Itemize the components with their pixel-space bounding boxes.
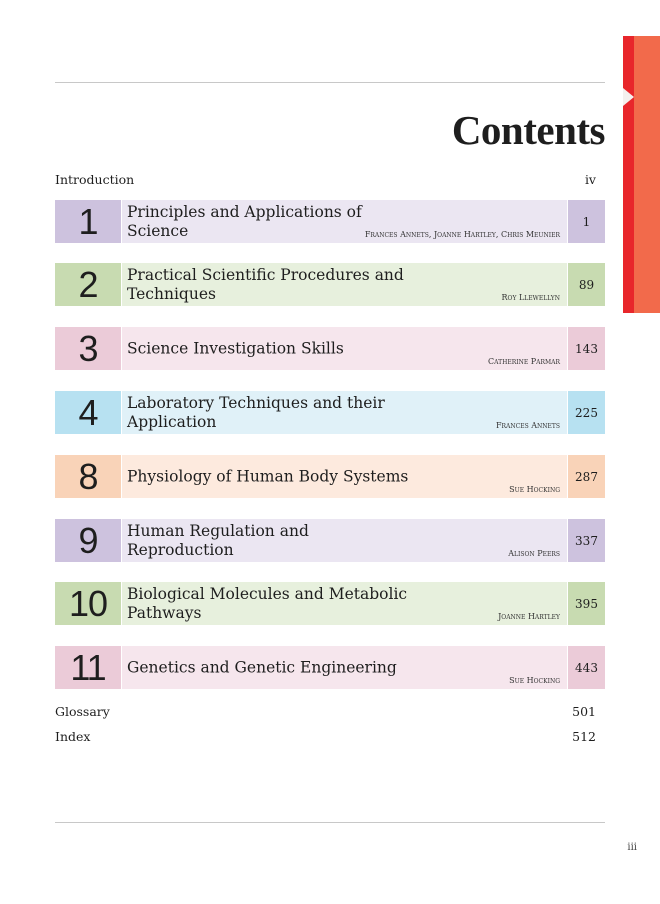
chapter-body [122,263,567,306]
edge-tab-stripe [623,36,634,313]
chapter-row[interactable] [55,455,605,498]
page-folio: iii [627,842,637,853]
chapter-row[interactable] [55,263,605,306]
chapter-row[interactable] [55,327,605,370]
chapter-page: 443 [568,646,605,689]
chapter-page: 395 [568,582,605,625]
chapter-title: Genetics and Genetic Engineering [127,658,397,676]
toc-entry-label: Introduction [55,172,135,187]
chapter-page: 287 [568,455,605,498]
toc-entry-page: iv [584,172,596,187]
chapter-title: Science Investigation Skills [127,339,344,357]
chapter-number: 2 [55,263,121,306]
chapter-number: 3 [55,327,121,370]
chapter-row[interactable] [55,519,605,562]
toc-entry-page: 512 [572,729,596,744]
toc-entry-index[interactable] [55,729,596,749]
chapter-page: 337 [568,519,605,562]
chapter-title: Biological Molecules and Metabolic Pathways [127,584,408,622]
chapter-page: 89 [568,263,605,306]
chapter-edge-tab [623,36,660,313]
chapter-number: 10 [55,582,121,625]
chapter-number: 8 [55,455,121,498]
chapter-body [122,519,567,562]
chapter-page: 143 [568,327,605,370]
bottom-divider [55,822,605,823]
chapter-row[interactable] [55,582,605,625]
toc-entry-label: Index [55,729,91,744]
chapter-title: Human Regulation and Reproduction [127,521,309,559]
chapter-body [122,391,567,434]
chapter-number: 11 [55,646,121,689]
chapter-authors: Alison Peers [508,549,560,558]
chapter-number: 4 [55,391,121,434]
chapter-authors: Sue Hocking [509,676,560,685]
chapter-page: 225 [568,391,605,434]
chapter-authors: Frances Annets, Joanne Hartley, Chris Meunier [364,230,560,239]
chapter-title: Principles and Applications of Science [127,202,362,240]
toc-entry-label: Glossary [55,704,110,719]
chapter-body [122,582,567,625]
toc-entry-introduction[interactable] [55,172,596,192]
edge-tab-notch [623,88,634,106]
chapter-authors: Frances Annets [495,421,560,430]
toc-entry-glossary[interactable] [55,704,596,724]
chapter-authors: Sue Hocking [509,485,560,494]
chapter-title: Physiology of Human Body Systems [127,467,409,485]
chapter-row[interactable] [55,200,605,243]
top-divider [55,82,605,83]
chapter-body [122,200,567,243]
toc-entry-page: 501 [572,704,596,719]
chapter-number: 9 [55,519,121,562]
chapter-title: Practical Scientific Procedures and Techniques [127,265,404,303]
chapter-row[interactable] [55,646,605,689]
chapter-body [122,327,567,370]
chapter-body [122,455,567,498]
chapter-authors: Joanne Hartley [498,612,560,621]
chapter-number: 1 [55,200,121,243]
page-title: Contents [451,107,605,153]
chapter-page: 1 [568,200,605,243]
chapter-row[interactable] [55,391,605,434]
chapter-title: Laboratory Techniques and their Application [127,393,385,431]
chapter-body [122,646,567,689]
chapter-authors: Roy Llewellyn [501,293,560,302]
chapter-authors: Catherine Parmar [487,357,560,366]
